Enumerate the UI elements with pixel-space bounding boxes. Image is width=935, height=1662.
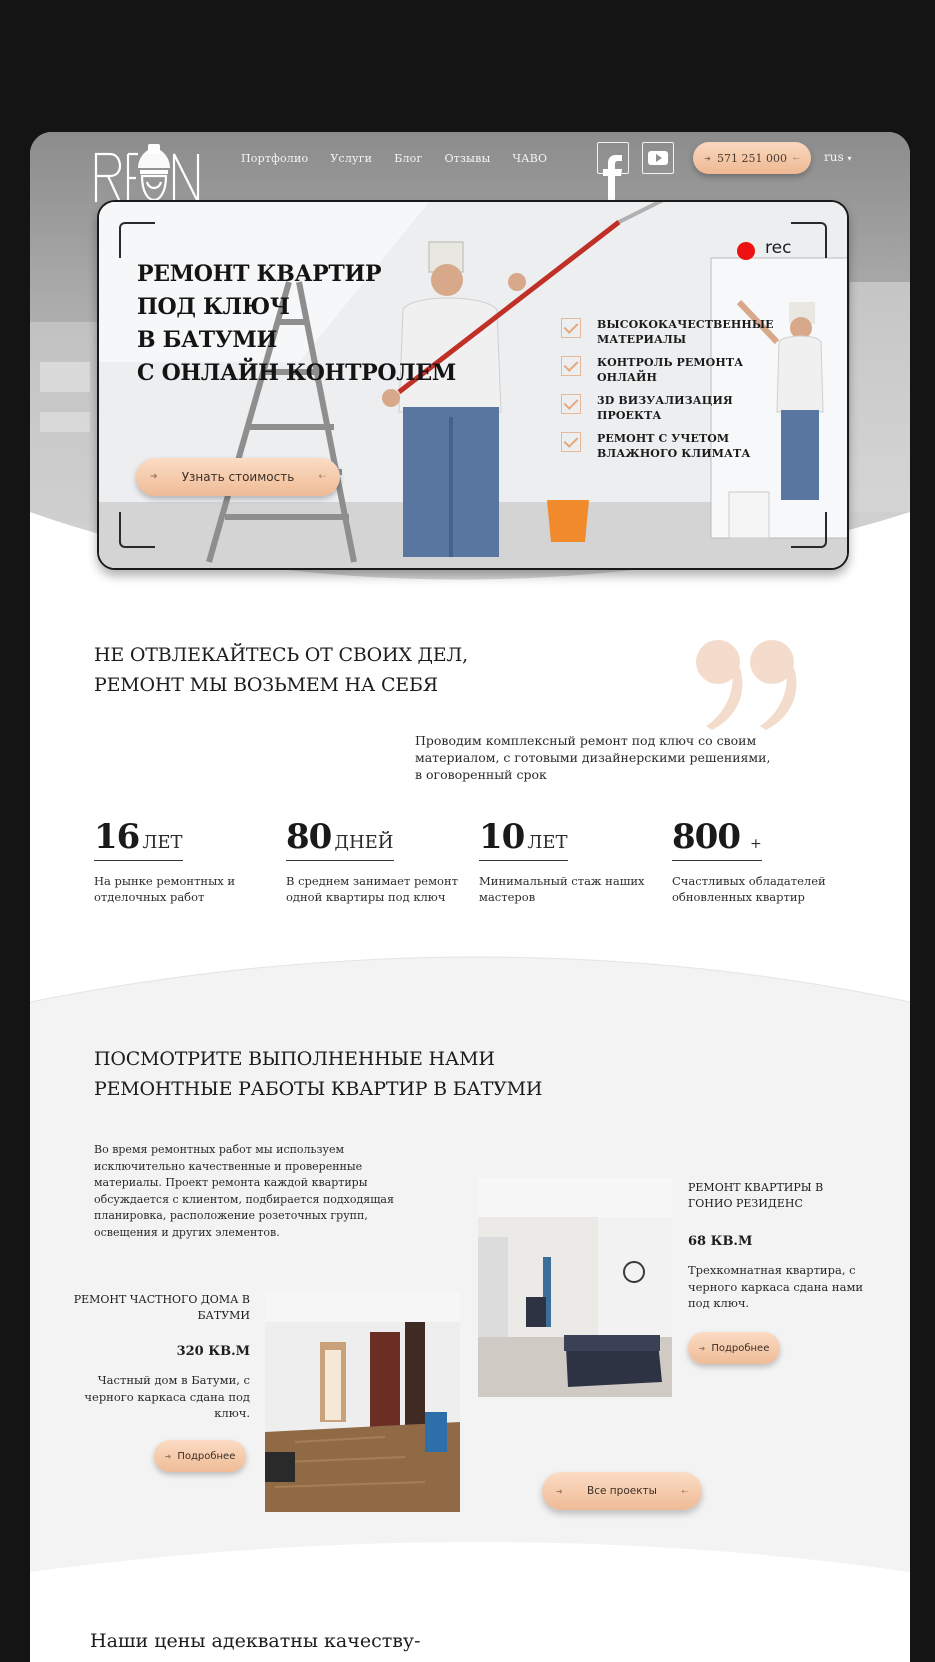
checkbox-icon — [561, 432, 581, 452]
hero-title-line: ПОД КЛЮЧ — [137, 294, 290, 320]
stat-number: 800 — [672, 817, 740, 857]
stat-description: Счастливых обладателей обновленных квартир — [672, 874, 826, 904]
logo-text: REON — [94, 140, 98, 141]
living-room-illustration — [478, 1177, 672, 1397]
language-label: rus — [824, 150, 844, 164]
language-selector[interactable] — [824, 150, 851, 164]
stat-value-row — [672, 817, 762, 861]
project-photo-private-house[interactable] — [265, 1292, 460, 1512]
feature-text: 3D ВИЗУАЛИЗАЦИЯ ПРОЕКТА — [597, 394, 733, 422]
youtube-icon — [643, 143, 673, 173]
facebook-button[interactable] — [597, 142, 629, 174]
stat-description: В среднем занимает ремонт одной квартиры под ключ — [286, 874, 459, 904]
checkbox-icon — [561, 394, 581, 414]
all-projects-button[interactable] — [542, 1472, 702, 1510]
stats-row — [94, 817, 874, 917]
project-description: Трехкомнатная квартира, с черного каркаса сдана нами под ключ. — [688, 1263, 864, 1310]
phone-number: 571 251 000 — [717, 151, 787, 165]
portfolio-title — [94, 1044, 634, 1104]
feature-item — [561, 355, 761, 385]
project-area: 68 КВ.М — [688, 1234, 753, 1249]
stat-unit: ДНЕЙ — [334, 832, 394, 853]
project-title: РЕМОНТ ЧАСТНОГО ДОМА В БАТУМИ — [73, 1293, 250, 1322]
portfolio-title-line: РЕМОНТНЫЕ РАБОТЫ КВАРТИР В БАТУМИ — [94, 1078, 543, 1100]
hallway-illustration — [265, 1292, 460, 1512]
all-projects-label: Все проекты — [587, 1485, 657, 1497]
quote-icon — [692, 632, 802, 732]
feature-text: РЕМОНТ С УЧЕТОМ ВЛАЖНОГО КЛИМАТА — [597, 432, 751, 460]
project-photo-gonio[interactable] — [478, 1177, 672, 1397]
stat-number: 10 — [479, 817, 525, 857]
get-price-label: Узнать стоимость — [181, 470, 295, 484]
checkbox-icon — [561, 318, 581, 338]
frame-corner-top-left — [119, 222, 155, 258]
nav-faq[interactable]: ЧАВО — [512, 152, 548, 165]
prices-title: Наши цены адекватны качеству- — [90, 1630, 421, 1652]
portfolio-title-line: ПОСМОТРИТЕ ВЫПОЛНЕННЫЕ НАМИ — [94, 1048, 495, 1070]
frame-corner-top-right — [791, 222, 827, 258]
project-title: РЕМОНТ КВАРТИРЫ В ГОНИО РЕЗИДЕНС — [688, 1181, 824, 1210]
stat-years-market — [94, 817, 274, 905]
project-details-label: Подробнее — [177, 1450, 236, 1462]
nav-blog[interactable]: Блог — [394, 152, 423, 165]
project-details-button[interactable] — [154, 1440, 246, 1472]
project-details-label: Подробнее — [711, 1342, 770, 1354]
hero-feature-list — [561, 317, 774, 469]
stat-unit: ЛЕТ — [527, 832, 568, 853]
stat-value-row — [286, 817, 394, 861]
phone-button[interactable] — [693, 142, 811, 174]
hero-title-line: С ОНЛАЙН КОНТРОЛЕМ — [137, 360, 456, 386]
feature-text: ВЫСОКОКАЧЕСТВЕННЫЕ МАТЕРИАЛЫ — [597, 318, 774, 346]
chevron-down-icon: ▾ — [847, 154, 852, 163]
project-details-button[interactable] — [688, 1332, 780, 1364]
stat-unit: ЛЕТ — [142, 832, 183, 853]
rec-label: rec — [765, 238, 792, 258]
page — [30, 132, 910, 1662]
feature-item — [561, 317, 774, 347]
hero-title-line: РЕМОНТ КВАРТИР — [137, 261, 382, 287]
arrow-right-icon: ➜ — [698, 1343, 706, 1353]
arrow-right-icon: ➜ — [704, 153, 711, 163]
intro-title-line: РЕМОНТ МЫ ВОЗЬМЕМ НА СЕБЯ — [94, 674, 438, 696]
arrow-left-icon: ⇠ — [318, 472, 326, 482]
intro-text: Проводим комплексный ремонт под ключ со своим материалом, с готовыми дизайнерскими решениями, в оговоренный срок — [415, 733, 771, 782]
nav-portfolio[interactable]: Портфолио — [241, 152, 309, 165]
main-nav — [241, 152, 569, 165]
intro-title — [94, 640, 594, 700]
arrow-left-icon: ⇠ — [792, 153, 800, 163]
nav-reviews[interactable]: Отзывы — [444, 152, 491, 165]
hero-title-line: В БАТУМИ — [137, 327, 277, 353]
youtube-button[interactable] — [642, 142, 674, 174]
stat-unit: + — [749, 836, 762, 852]
intro-title-line: НЕ ОТВЛЕКАЙТЕСЬ ОТ СВОИХ ДЕЛ, — [94, 644, 468, 666]
frame-corner-bottom-right — [791, 512, 827, 548]
stat-value-row — [479, 817, 568, 861]
feature-item — [561, 393, 761, 423]
rec-dot-icon — [737, 242, 755, 260]
stat-description: На рынке ремонтных и отделочных работ — [94, 874, 236, 904]
stat-value-row — [94, 817, 183, 861]
stat-years-experience — [479, 817, 659, 905]
feature-item — [561, 431, 761, 461]
arrow-right-icon: ➜ — [164, 1451, 172, 1461]
arrow-right-icon: ➜ — [556, 1486, 563, 1496]
facebook-icon — [597, 142, 629, 204]
arrow-left-icon: ⇠ — [681, 1486, 688, 1496]
feature-text: КОНТРОЛЬ РЕМОНТА ОНЛАЙН — [597, 356, 744, 384]
stat-description: Минимальный стаж наших мастеров — [479, 874, 645, 904]
frame-corner-bottom-left — [119, 512, 155, 548]
hero-card — [97, 200, 849, 570]
hero-title — [137, 258, 467, 390]
project-description: Частный дом в Батуми, с черного каркаса сдана под ключ. — [84, 1373, 250, 1420]
stat-days-repair — [286, 817, 466, 905]
portfolio-text: Во время ремонтных работ мы используем исключительно качественные и проверенные материалы. Проект ремонта каждой квартиры обсуждается с клиентом, подбирается подходящая планировка, расположение розеточных групп, освещения и других элементов. — [94, 1143, 394, 1239]
nav-services[interactable]: Услуги — [330, 152, 373, 165]
checkbox-icon — [561, 356, 581, 376]
reon-logo[interactable] — [94, 140, 204, 204]
project-area: 320 КВ.М — [176, 1344, 250, 1359]
stat-number: 80 — [286, 817, 332, 857]
stat-happy-clients — [672, 817, 852, 905]
stat-number: 16 — [94, 817, 140, 857]
arrow-right-icon: ➜ — [150, 472, 158, 482]
get-price-button[interactable] — [136, 458, 340, 496]
